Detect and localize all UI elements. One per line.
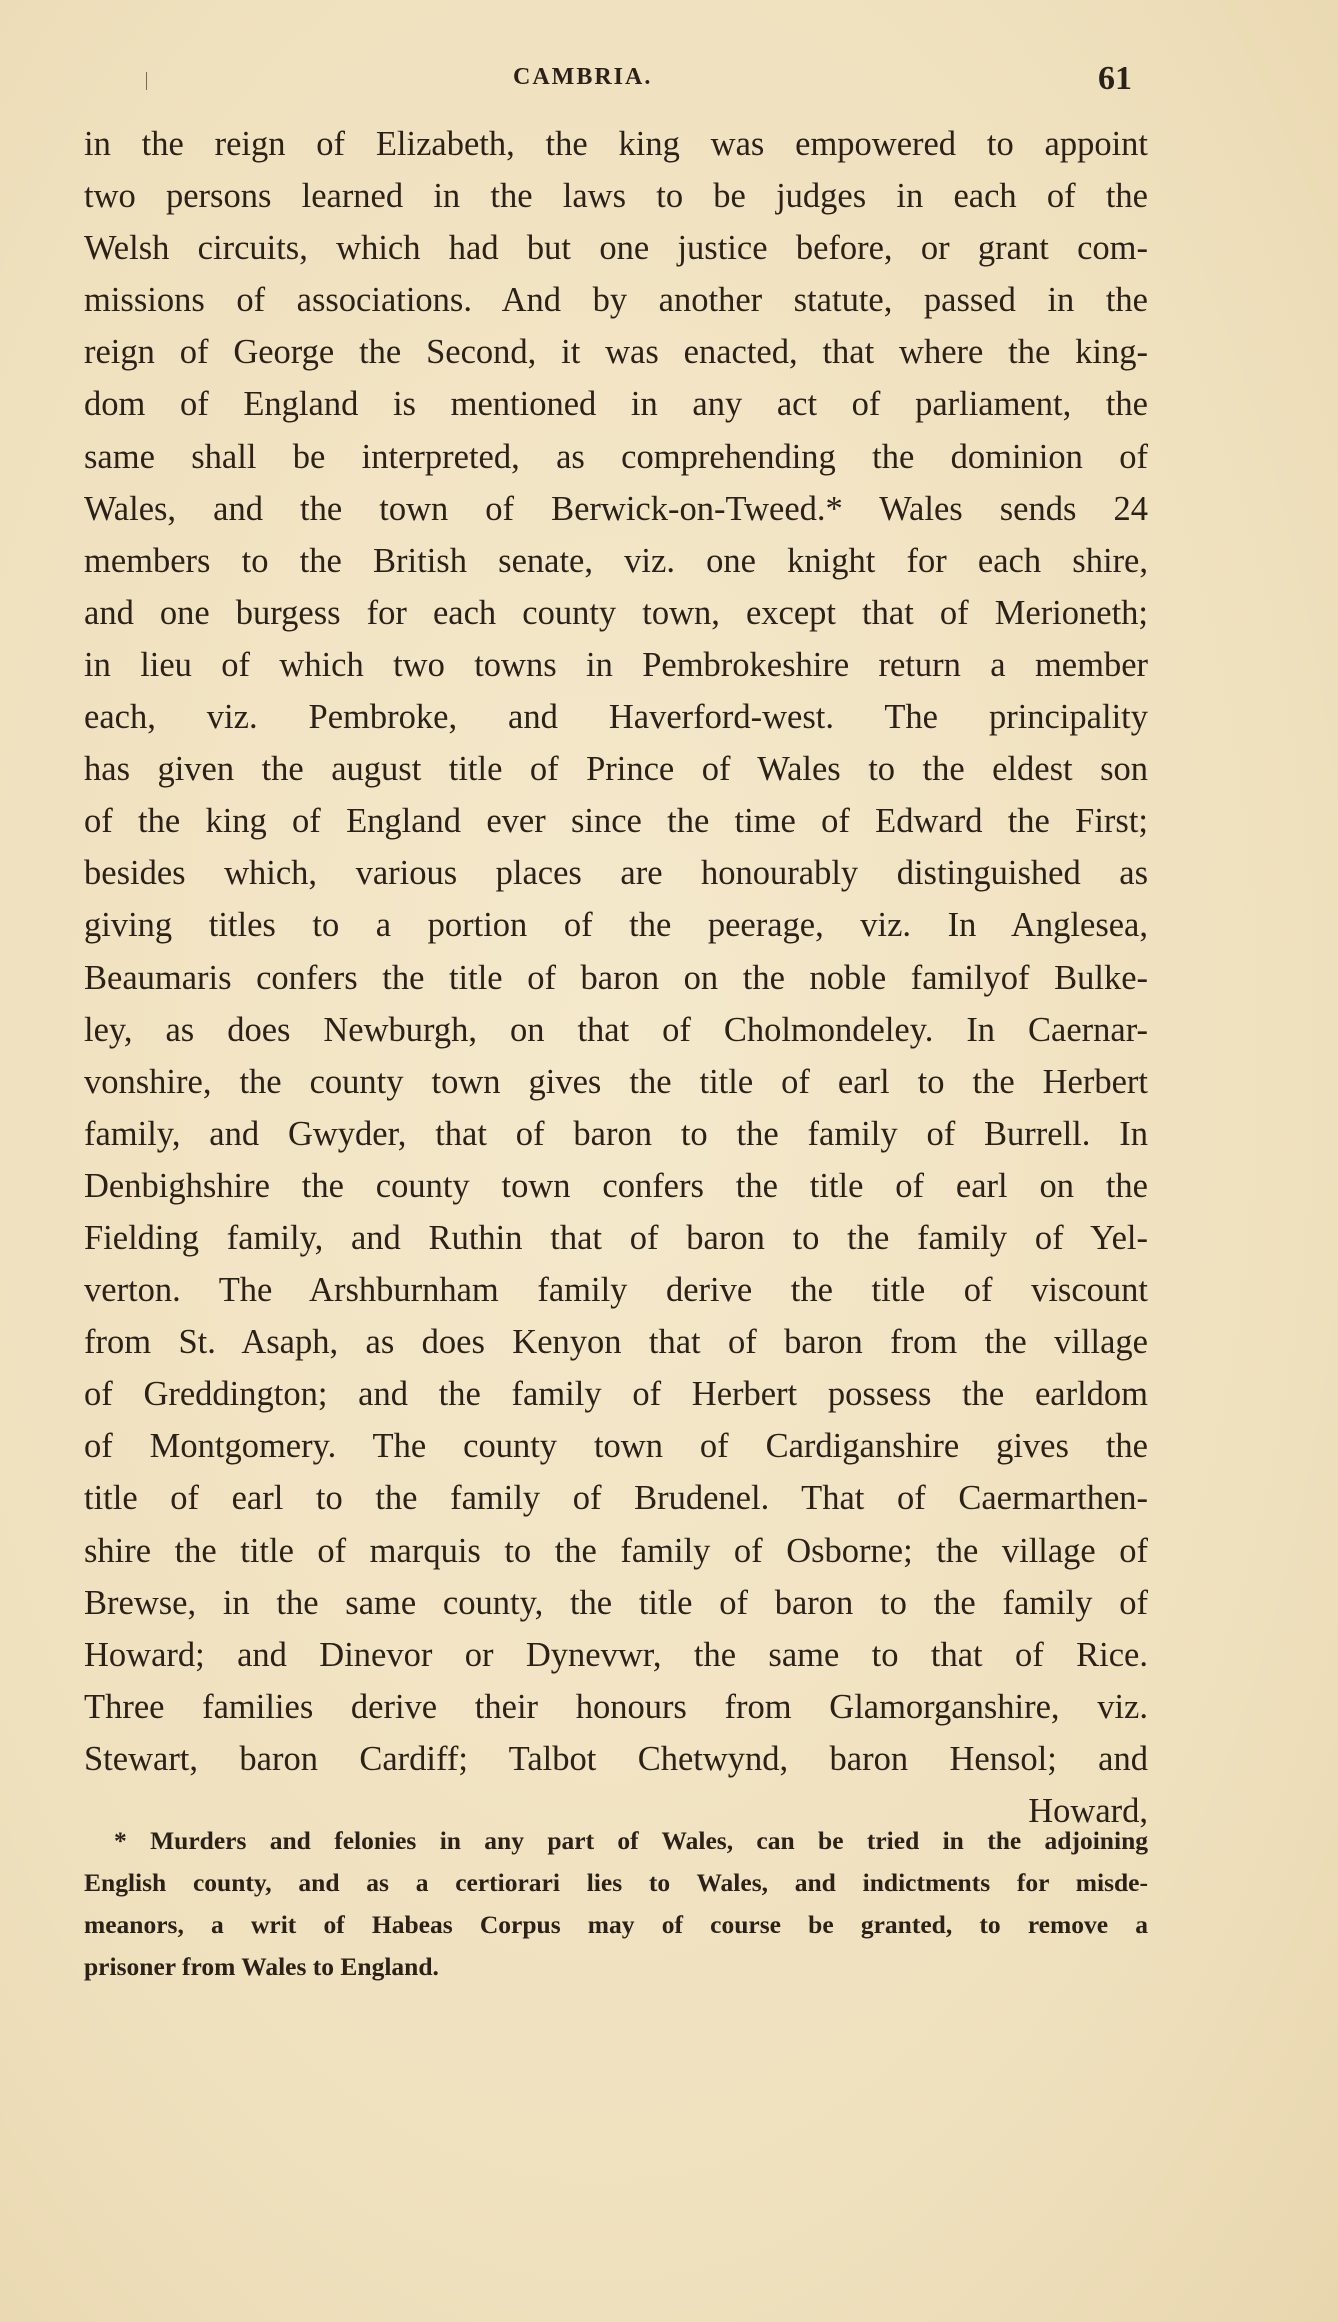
text-line: Beaumaris confers the title of baron on the noble familyof Bulke- [84, 958, 1148, 997]
text-line: in the reign of Elizabeth, the king was empowered to appoint [84, 125, 1148, 163]
text-line: besides which, various places are honourably distinguished as [84, 854, 1148, 893]
text-line: of Montgomery. The county town of Cardiganshire gives the [84, 1427, 1148, 1466]
text-line: members to the British senate, viz. one knight for each shire, [84, 541, 1148, 580]
page-number: 61 [1098, 60, 1132, 97]
text-line: Wales, and the town of Berwick-on-Tweed.* Wales sends 24 [84, 489, 1148, 528]
text-line: Welsh circuits, which had but one justice before, or grant com- [84, 229, 1148, 268]
text-line: verton. The Arshburnham family derive the title of viscount [84, 1271, 1148, 1310]
text-line: of Greddington; and the family of Herbert possess the earldom [84, 1375, 1148, 1414]
text-line: title of earl to the family of Brudenel. That of Caermarthen- [84, 1479, 1148, 1518]
footnote [84, 1820, 1148, 1988]
footnote-line: English county, and as a certiorari lies to Wales, and indictments for misde- [84, 1868, 1148, 1897]
text-line: Fielding family, and Ruthin that of baron to the family of Yel- [84, 1218, 1148, 1257]
text-line: dom of England is mentioned in any act of parliament, the [84, 385, 1148, 424]
text-line: missions of associations. And by another statute, passed in the [84, 281, 1148, 320]
text-line: in lieu of which two towns in Pembrokeshire return a member [84, 645, 1148, 684]
text-line: reign of George the Second, it was enacted, that where the king- [84, 333, 1148, 372]
text-line: two persons learned in the laws to be judges in each of the [84, 177, 1148, 216]
text-line: Howard; and Dinevor or Dynevwr, the same to that of Rice. [84, 1635, 1148, 1674]
footnote-line: prisoner from Wales to England. [84, 1952, 439, 1981]
text-line: has given the august title of Prince of Wales to the eldest son [84, 750, 1148, 789]
text-line: Stewart, baron Cardiff; Talbot Chetwynd, baron Hensol; and [84, 1739, 1148, 1778]
body-text [84, 118, 1148, 1837]
text-line: shire the title of marquis to the family of Osborne; the village of [84, 1531, 1148, 1570]
footnote-line: meanors, a writ of Habeas Corpus may of course be granted, to remove a [84, 1910, 1148, 1939]
catchword-line: Howard, [1028, 1792, 1148, 1830]
text-line: Brewse, in the same county, the title of baron to the family of [84, 1583, 1148, 1622]
text-line: Three families derive their honours from Glamorganshire, viz. [84, 1687, 1148, 1726]
footnote-line: * Murders and felonies in any part of Wales, can be tried in the adjoining [114, 1826, 1148, 1855]
text-line: same shall be interpreted, as comprehending the dominion of [84, 437, 1148, 476]
text-line: family, and Gwyder, that of baron to the family of Burrell. In [84, 1114, 1148, 1153]
text-line: giving titles to a portion of the peerage, viz. In Anglesea, [84, 906, 1148, 945]
stray-print-mark [146, 72, 147, 90]
text-line: of the king of England ever since the time of Edward the First; [84, 802, 1148, 841]
text-line: from St. Asaph, as does Kenyon that of baron from the village [84, 1323, 1148, 1362]
text-line: and one burgess for each county town, except that of Merioneth; [84, 593, 1148, 632]
running-head: CAMBRIA. [513, 64, 653, 90]
text-line: each, viz. Pembroke, and Haverford-west. The principality [84, 698, 1148, 737]
text-line: ley, as does Newburgh, on that of Cholmondeley. In Caernar- [84, 1010, 1148, 1049]
text-line: Denbighshire the county town confers the title of earl on the [84, 1166, 1148, 1205]
text-line: vonshire, the county town gives the title of earl to the Herbert [84, 1062, 1148, 1101]
